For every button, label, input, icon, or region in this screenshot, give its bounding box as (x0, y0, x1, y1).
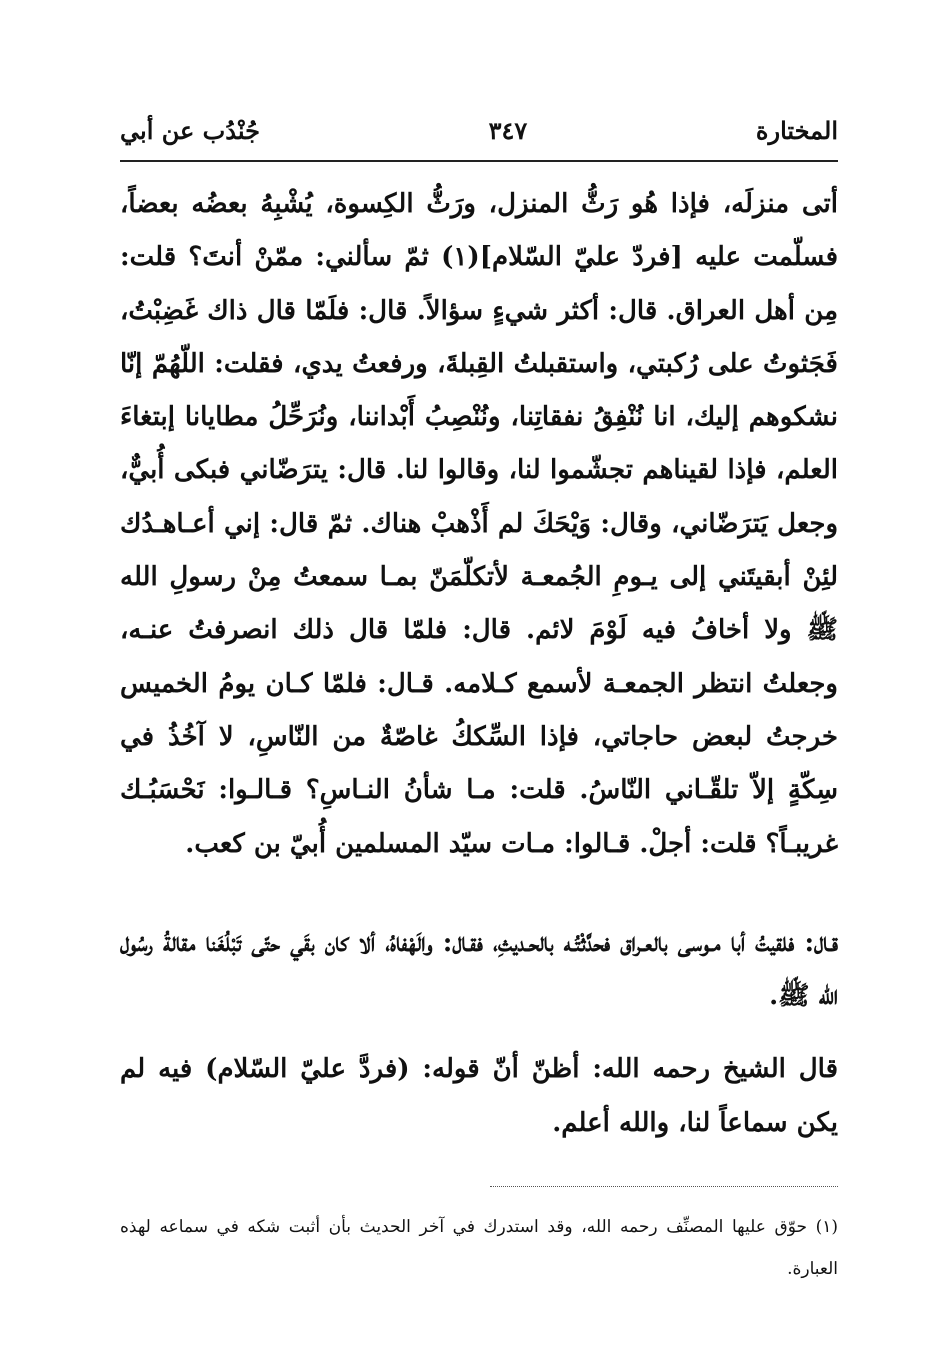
footnote (120, 1206, 838, 1290)
footnote-text: (١) حوّق عليها المصنِّف رحمه الله، وقد استدرك في آخر الحديث بأن أثبت شكه في سماعه لهذه العبارة. (120, 1217, 838, 1279)
header-right-title: المختارة (755, 115, 838, 145)
header-rule (120, 160, 838, 162)
main-text (120, 178, 838, 1150)
paragraph-2: قـال: فلقيتُ أبا مـوسى بالعـراق فحدَّثْتُـه بالحـديثِ، فقـال: والَهْفاهُ، ألا كان بقَي حتّى تَبْلُغَنا مقالةُ رسُول الله ﷺ. (120, 927, 838, 1012)
running-header (120, 110, 838, 150)
paragraph-3: قال الشيخ رحمه الله: أظنّ أنّ قوله: (فردَّ عليّ السّلام) فيه لم يكن سماعاً لنا، والله أعلم. (120, 1054, 838, 1138)
page-number: ٣٤٧ (488, 115, 528, 145)
header-left-title: جُنْدُب عن أبي (120, 115, 260, 145)
paragraph-1: أتى منزلَه، فإذا هُو رَثُّ المنزل، ورَثُّ الكِسوة، يُشْبِهُ بعضُه بعضاً، فسلّمت عليه [فردّ عليّ السّلام](١) ثمّ سألني: ممّنْ أنتَ؟ قلت: مِن أهل العراق. قال: أكثر شيءٍ سؤالاً. قال: فلَمّا قال ذاك غَضِبْتُ، فَجَثوتُ على رُكبتي، واستقبلتُ القِبلةَ، ورفعتُ يدي، فقلت: اللّهُمّ إنّا نشكوهم إليك، انا نُنْفِقُ نفقاتِنا، ونُنْصِبُ أَبْداننا، ونُرَحِّلُ مطايانا إبتغاءَ العلم، فإذا لقيناهم تجشّموا لنا، وقالوا لنا. قال: يترَضّاني فبكى أُبيٌّ، وجعل يَترَضّاني، وقال: وَيْحَكَ لم أَذْهبْ هناك. ثمّ قال: إني أعـاهـدُك لئِنْ أبقيتَني إلى يـومِ الجُمعـة لأتكلّمَنّ بمـا سمعتُ مِنْ رسولِ الله ﷺ ولا أخافُ فيه لَوْمَ لائم. قال: فلمّا قال ذلك انصرفتُ عنـه، وجعلتُ انتظر الجمعـة لأسمع كـلامه. قـال: فلمّا كـان يومُ الخميس خرجتُ لبعض حاجاتي، فإذا السِّككُ غاصّةٌ من النّاسِ، لا آخُذُ في سِكّةٍ إلاّ تلقّـاني النّاسُ. قلت: مـا شأنُ النـاسِ؟ قـالـوا: نَحْسَبُـك غريبـاً؟ قلت: أجلْ. قـالوا: مـات سيّد المسلمين أُبيّ بن كعب. (120, 189, 838, 859)
footnote-separator (490, 1186, 838, 1187)
